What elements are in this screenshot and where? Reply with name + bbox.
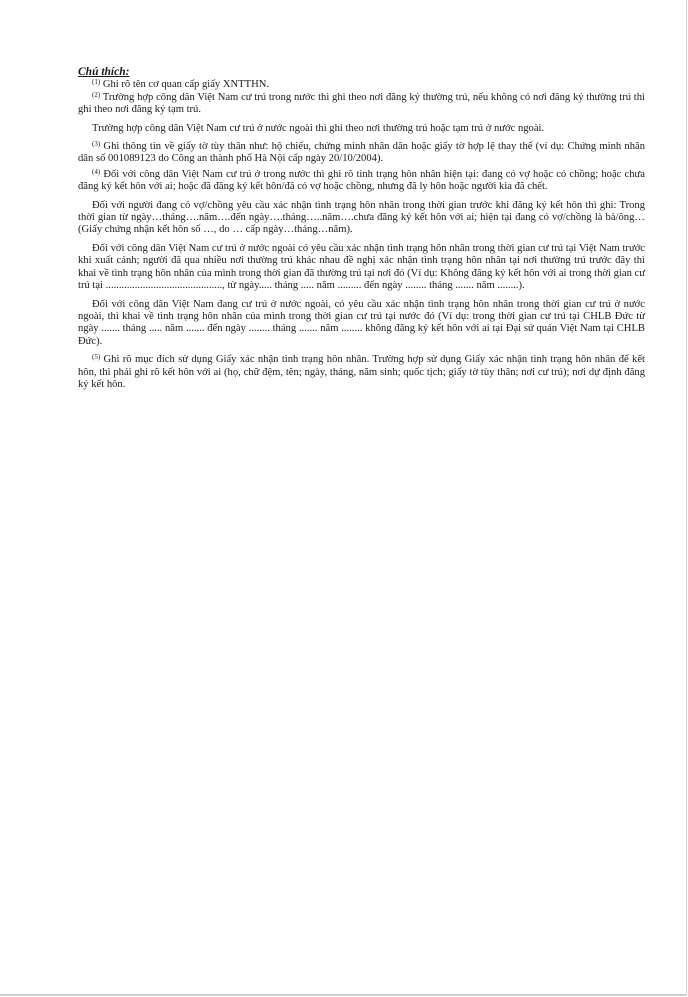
note-3 [78, 141, 645, 166]
note-2-marker: (2) [92, 90, 101, 99]
note-2-text: Trường hợp công dân Việt Nam cư trú trong nước thì ghi theo nơi đăng ký thường trú, nếu không có nơi đăng ký thường trú thì ghi theo nơi đăng ký tạm trú. [78, 91, 645, 116]
note-5 [78, 354, 645, 391]
note-abroad-before-paragraph: Đối với công dân Việt Nam cư trú ở nước ngoài có yêu cầu xác nhận tình trạng hôn nhân trong thời gian cư trú tại Việt Nam trước khi xuất cảnh; người đã qua nhiều nơi thường trú khác nhau đề nghị xác nhận tình trạng hôn nhân tại nơi thường trú trước đây thì khai về tình trạng hôn nhân của mình trong thời gian đã thường trú tại nơi đó (Ví dụ: Không đăng ký kết hôn với ai trong thời gian cư trú tại ............................................, từ ngày..... tháng ..... năm ......... đến ngày ........ tháng ....... năm ........). [78, 242, 645, 292]
note-5-marker: (5) [92, 353, 101, 362]
note-3-marker: (3) [92, 140, 101, 149]
notes-section [78, 66, 645, 391]
note-1-text: Ghi rõ tên cơ quan cấp giấy XNTTHN. [102, 79, 270, 91]
note-1-marker: (1) [92, 78, 101, 87]
note-4-text: Đối với công dân Việt Nam cư trú ở trong nước thì ghi rõ tình trạng hôn nhân hiện tại: đang có vợ hoặc có chồng; hoặc chưa đăng ký kết hôn với ai; hoặc đã đăng ký kết hôn/đã có vợ hoặc chồng, nhưng đã ly hôn hoặc người kia đã chết. [78, 168, 645, 193]
note-abroad-now-paragraph: Đối với công dân Việt Nam đang cư trú ở nước ngoài, có yêu cầu xác nhận tình trạng hôn nhân trong thời gian cư trú ở nước ngoài, thì khai về tình trạng hôn nhân của mình trong thời gian cư trú tại nước đó (Ví dụ: trong thời gian cư trú tại CHLB Đức từ ngày ....... tháng ..... năm ....... đến ngày ........ tháng ....... năm ........ không đăng ký kết hôn với ai tại Đại sứ quán Việt Nam tại CHLB Đức). [78, 298, 645, 347]
note-5-text: Ghi rõ mục đích sử dụng Giấy xác nhận tình trạng hôn nhân. Trường hợp sử dụng Giấy xác nhận tình trạng hôn nhân để kết hôn, thì phải ghi rõ kết hôn với ai (họ, chữ đệm, tên; ngày, tháng, năm sinh; quốc tịch; giấy tờ tùy thân; nơi cư trú); nơi dự định đăng ký kết hôn. [78, 354, 645, 390]
note-2 [78, 92, 645, 117]
notes-heading: Chú thích: [78, 66, 130, 78]
note-3-text: Ghi thông tin về giấy tờ tùy thân như: hộ chiếu, chứng minh nhân dân hoặc giấy tờ hợp lệ thay thế (ví dụ: Chứng minh nhân dân số 001089123 do Công an thành phố Hà Nội cấp ngày 20/10/2004). [78, 141, 646, 165]
note-4-marker: (4) [92, 167, 101, 176]
note-2-abroad: Trường hợp công dân Việt Nam cư trú ở nước ngoài thì ghi theo nơi thường trú hoặc tạm trú ở nước ngoài. [92, 122, 545, 134]
note-4 [78, 169, 645, 194]
note-married-paragraph: Đối với người đang có vợ/chồng yêu cầu xác nhận tình trạng hôn nhân trong thời gian trước khi đăng ký kết hôn thì ghi: Trong thời gian từ ngày…tháng….năm….đến ngày….tháng…..năm….chưa đăng ký kết hôn với ai; hiện tại đang có vợ/chồng là bà/ông… (Giấy chứng nhận kết hôn số …, do … cấp ngày…tháng…năm). [78, 199, 645, 236]
note-1 [78, 79, 645, 91]
